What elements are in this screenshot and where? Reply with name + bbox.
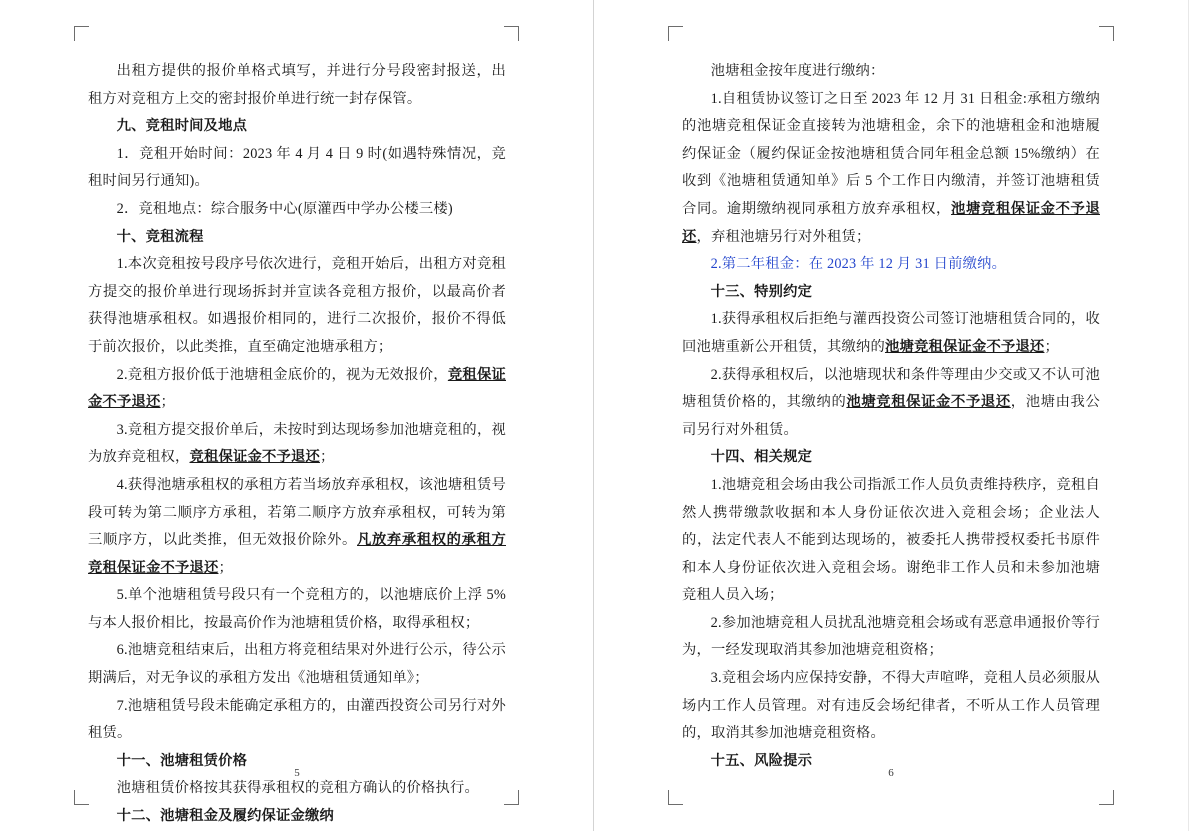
paragraph-with-emphasis xyxy=(682,362,1100,445)
paragraph: 2．竞租地点：综合服务中心(原灌西中学办公楼三楼) xyxy=(116,200,453,217)
page-left-content xyxy=(88,58,506,825)
crop-mark-bottom-right xyxy=(1099,790,1114,805)
paragraph: 池塘租金按年度进行缴纳： xyxy=(710,63,885,79)
text-after: ，弃租池塘另行对外租赁； xyxy=(696,228,871,245)
text-before: 2.获得承租权后，以池塘现状和条件等理由少交或又不认可池塘租赁价格的，其缴纳的 xyxy=(682,366,1100,411)
text-after: ，池塘由我公司另行对外租赁。 xyxy=(682,394,1100,438)
section-heading: 九、竞租时间及地点 xyxy=(116,118,248,135)
crop-mark-bottom-left xyxy=(668,790,683,805)
emphasis-underlined: 池塘竞租保证金不予退还 xyxy=(884,338,1045,355)
section-heading: 十五、风险提示 xyxy=(710,752,813,769)
section-heading: 十二、池塘租金及履约保证金缴纳 xyxy=(116,808,335,825)
section-heading: 十四、相关规定 xyxy=(710,449,813,466)
text-after: ； xyxy=(319,449,335,466)
crop-mark-top-left xyxy=(668,26,683,41)
emphasis-underlined: 池塘竞租保证金不予退还 xyxy=(846,394,1011,411)
paragraph: 1.本次竞租按号段序号依次进行，竞租开始后，出租方对竞租方提交的报价单进行现场拆封并宣读各竞租方报价，以最高价者获得池塘承租权。如遇报价相同的，进行二次报价，报价不得低于前次报价，以此类推，直至确定池塘承租方； xyxy=(88,256,506,355)
section-heading: 十三、特别约定 xyxy=(710,283,813,300)
paragraph: 6.池塘竞租结束后，出租方将竞租结果对外进行公示，待公示期满后，对无争议的承租方发出《池塘租赁通知单》； xyxy=(88,642,506,687)
crop-mark-top-right xyxy=(504,26,519,41)
crop-mark-top-right xyxy=(1099,26,1114,41)
page-right-content xyxy=(682,58,1100,769)
paragraph-with-emphasis xyxy=(682,86,1100,252)
emphasis-underlined: 竞租保证金不予退还 xyxy=(189,449,320,466)
paragraph-with-emphasis xyxy=(682,306,1100,361)
paragraph: 1.池塘竞租会场由我公司指派工作人员负责维持秩序，竞租自然人携带缴款收据和本人身份证依次进入竞租会场；企业法人的，法定代表人不能到达现场的，被委托人携带授权委托书原件和本人身份证依次进入竞租会场。谢绝非工作人员和未参加池塘竞租人员入场； xyxy=(682,476,1100,604)
page-number: 6 xyxy=(888,767,894,779)
paragraph-with-emphasis xyxy=(88,417,506,472)
page-right xyxy=(594,0,1188,831)
paragraph: 池塘租赁价格按其获得承租权的竞租方确认的价格执行。 xyxy=(116,780,480,797)
paragraph: 1．竞租开始时间：2023 年 4 月 4 日 9 时(如遇特殊情况，竞租时间另行通知)。 xyxy=(88,145,506,190)
section-heading: 十、竞租流程 xyxy=(116,228,204,245)
crop-mark-bottom-left xyxy=(74,790,89,805)
page-left xyxy=(0,0,594,831)
paragraph-with-emphasis xyxy=(88,472,506,582)
emphasis-underlined: 凡放弃承租权的承租方竞租保证金不予退还 xyxy=(88,532,506,576)
text-after: ； xyxy=(160,394,175,411)
paragraph: 2.参加池塘竞租人员扰乱池塘竞租会场或有恶意串通报价等行为，一经发现取消其参加池塘竞租资格； xyxy=(682,614,1100,659)
crop-mark-bottom-right xyxy=(504,790,519,805)
section-heading: 十一、池塘租赁价格 xyxy=(116,752,248,769)
text-before: 3.竞租方提交报价单后，未按时到达现场参加池塘竞租的，视为放弃竞租权， xyxy=(88,421,506,466)
emphasis-underlined: 竞租保证金不予退还 xyxy=(88,366,506,411)
paragraph: 7.池塘租赁号段未能确定承租方的，由灌西投资公司另行对外租赁。 xyxy=(88,697,506,742)
paragraph: 出租方提供的报价单格式填写，并进行分号段密封报送，出租方对竞租方上交的密封报价单进行统一封存保管。 xyxy=(88,63,506,107)
paragraph-revision: 2.第二年租金：在 2023 年 12 月 31 日前缴纳。 xyxy=(710,256,1007,273)
text-before: 1.自租赁协议签订之日至 2023 年 12 月 31 日租金:承租方缴纳的池塘竞租保证金直接转为池塘租金，余下的池塘租金和池塘履约保证金（履约保证金按池塘租赁合同年租金总额 15%缴纳）在收到《池塘租赁通知单》后 5 个工作日内缴清，并签订池塘租赁合同。逾期缴纳视同承租方放弃承租权， xyxy=(682,90,1100,217)
text-before: 4.获得池塘承租权的承租方若当场放弃承租权，该池塘租赁号段可转为第二顺序方承租，若第二顺序方放弃承租权，可转为第三顺序方，以此类推，但无效报价除外。 xyxy=(88,476,506,549)
page-number: 5 xyxy=(294,767,300,779)
text-after: ； xyxy=(218,559,233,576)
emphasis-underlined: 池塘竞租保证金不予退还 xyxy=(682,200,1100,245)
paragraph-with-emphasis xyxy=(88,362,506,417)
crop-mark-top-left xyxy=(74,26,89,41)
text-before: 1.获得承租权后拒绝与灌西投资公司签订池塘租赁合同的，收回池塘重新公开租赁，其缴纳的 xyxy=(682,311,1100,355)
text-after: ； xyxy=(1044,338,1059,355)
paragraph: 3.竞租会场内应保持安静，不得大声喧哗，竞租人员必须服从场内工作人员管理。对有违反会场纪律者，不听从工作人员管理的，取消其参加池塘竞租资格。 xyxy=(682,670,1100,742)
paragraph: 5.单个池塘租赁号段只有一个竞租方的，以池塘底价上浮 5%与本人报价相比，按最高价作为池塘租赁价格，取得承租权； xyxy=(88,587,506,631)
text-before: 2.竞租方报价低于池塘租金底价的，视为无效报价， xyxy=(116,366,448,383)
